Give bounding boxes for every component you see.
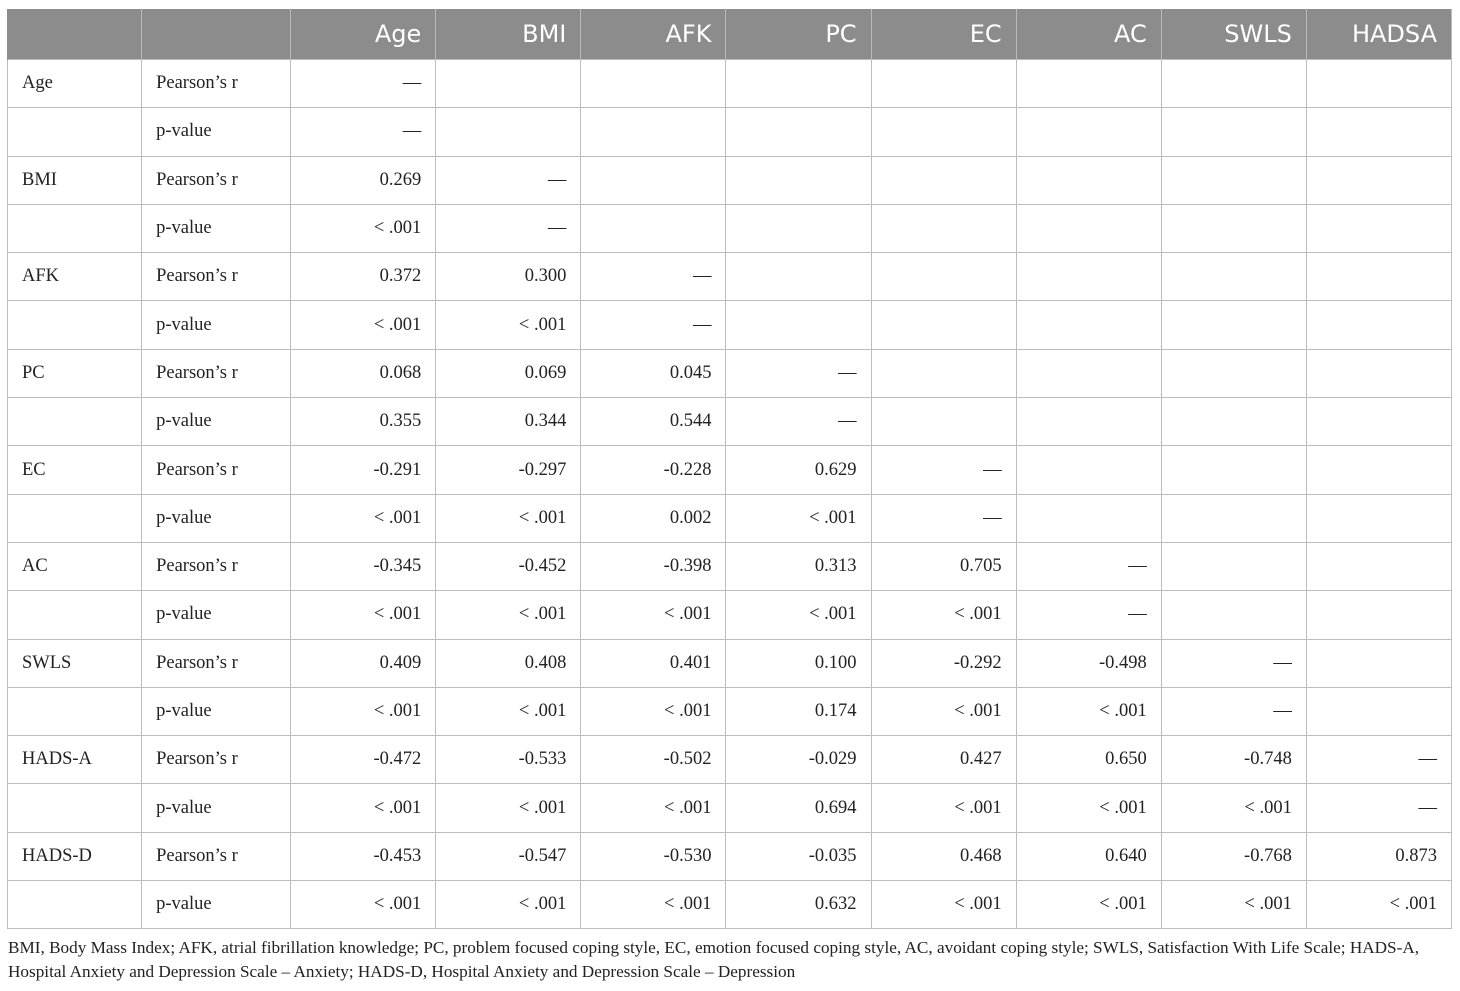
value-cell: — bbox=[1161, 687, 1306, 735]
table-row bbox=[8, 204, 1452, 252]
variable-name-cell: Age bbox=[8, 60, 142, 108]
value-cell: -0.453 bbox=[291, 832, 436, 880]
value-cell: -0.498 bbox=[1016, 639, 1161, 687]
value-cell: < .001 bbox=[726, 494, 871, 542]
value-cell: -0.297 bbox=[436, 446, 581, 494]
value-cell: < .001 bbox=[291, 687, 436, 735]
value-cell: -0.452 bbox=[436, 542, 581, 590]
value-cell: — bbox=[1161, 639, 1306, 687]
value-cell: 0.629 bbox=[726, 446, 871, 494]
value-cell: — bbox=[436, 204, 581, 252]
value-cell bbox=[1161, 108, 1306, 156]
value-cell: 0.355 bbox=[291, 398, 436, 446]
variable-name-cell: PC bbox=[8, 349, 142, 397]
table-row bbox=[8, 446, 1452, 494]
value-cell: 0.344 bbox=[436, 398, 581, 446]
value-cell: -0.345 bbox=[291, 542, 436, 590]
value-cell: -0.768 bbox=[1161, 832, 1306, 880]
value-cell: 0.468 bbox=[871, 832, 1016, 880]
value-cell bbox=[1306, 446, 1451, 494]
value-cell: < .001 bbox=[291, 301, 436, 349]
value-cell: 0.401 bbox=[581, 639, 726, 687]
value-cell: — bbox=[726, 349, 871, 397]
value-cell: -0.530 bbox=[581, 832, 726, 880]
value-cell bbox=[871, 349, 1016, 397]
value-cell bbox=[1161, 349, 1306, 397]
value-cell: < .001 bbox=[1306, 881, 1451, 929]
value-cell bbox=[726, 204, 871, 252]
value-cell: 0.632 bbox=[726, 881, 871, 929]
value-cell: -0.029 bbox=[726, 736, 871, 784]
table-row bbox=[8, 301, 1452, 349]
value-cell: 0.069 bbox=[436, 349, 581, 397]
value-cell bbox=[581, 156, 726, 204]
value-cell bbox=[1016, 349, 1161, 397]
table-row bbox=[8, 591, 1452, 639]
value-cell bbox=[1306, 349, 1451, 397]
value-cell: — bbox=[436, 156, 581, 204]
table-row bbox=[8, 832, 1452, 880]
value-cell bbox=[1161, 204, 1306, 252]
value-cell: — bbox=[1306, 784, 1451, 832]
value-cell: < .001 bbox=[436, 591, 581, 639]
column-header: AFK bbox=[581, 9, 726, 60]
value-cell: < .001 bbox=[291, 881, 436, 929]
correlation-table bbox=[7, 9, 1452, 929]
value-cell: -0.533 bbox=[436, 736, 581, 784]
value-cell: 0.068 bbox=[291, 349, 436, 397]
variable-name-cell bbox=[8, 687, 142, 735]
value-cell: 0.427 bbox=[871, 736, 1016, 784]
statistic-label-cell: p-value bbox=[142, 108, 291, 156]
value-cell: < .001 bbox=[436, 687, 581, 735]
table-row bbox=[8, 736, 1452, 784]
variable-name-cell bbox=[8, 784, 142, 832]
value-cell: -0.547 bbox=[436, 832, 581, 880]
table-row bbox=[8, 60, 1452, 108]
table-row bbox=[8, 349, 1452, 397]
value-cell bbox=[871, 204, 1016, 252]
statistic-label-cell: Pearson’s r bbox=[142, 60, 291, 108]
statistic-label-cell: p-value bbox=[142, 204, 291, 252]
value-cell: — bbox=[291, 60, 436, 108]
variable-name-cell bbox=[8, 204, 142, 252]
value-cell bbox=[1306, 494, 1451, 542]
value-cell: 0.002 bbox=[581, 494, 726, 542]
value-cell bbox=[1306, 591, 1451, 639]
value-cell: — bbox=[871, 494, 1016, 542]
statistic-label-cell: Pearson’s r bbox=[142, 253, 291, 301]
column-header: EC bbox=[871, 9, 1016, 60]
value-cell: < .001 bbox=[1161, 881, 1306, 929]
value-cell: 0.650 bbox=[1016, 736, 1161, 784]
variable-name-cell bbox=[8, 881, 142, 929]
value-cell: < .001 bbox=[291, 591, 436, 639]
table-footnote: BMI, Body Mass Index; AFK, atrial fibrillation knowledge; PC, problem focused coping style, EC, emotion focused coping style, AC, avoidant coping style; SWLS, Satisfaction With Life Scale; HADS-A, Hospital Anxiety and Depression Scale – Anxiety; HADS-D, Hospital Anxiety and Depression Scale – Depression bbox=[8, 938, 1420, 981]
variable-name-cell: AFK bbox=[8, 253, 142, 301]
value-cell: 0.100 bbox=[726, 639, 871, 687]
value-cell bbox=[726, 108, 871, 156]
column-header bbox=[142, 9, 291, 60]
variable-name-cell: SWLS bbox=[8, 639, 142, 687]
value-cell bbox=[1016, 204, 1161, 252]
value-cell: < .001 bbox=[871, 687, 1016, 735]
statistic-label-cell: Pearson’s r bbox=[142, 542, 291, 590]
variable-name-cell: AC bbox=[8, 542, 142, 590]
statistic-label-cell: p-value bbox=[142, 301, 291, 349]
value-cell bbox=[871, 156, 1016, 204]
value-cell bbox=[871, 301, 1016, 349]
value-cell bbox=[871, 398, 1016, 446]
value-cell bbox=[1016, 446, 1161, 494]
value-cell: 0.300 bbox=[436, 253, 581, 301]
value-cell bbox=[1016, 301, 1161, 349]
column-header: PC bbox=[726, 9, 871, 60]
value-cell bbox=[726, 301, 871, 349]
value-cell bbox=[1306, 253, 1451, 301]
value-cell bbox=[581, 204, 726, 252]
value-cell bbox=[726, 156, 871, 204]
value-cell: 0.873 bbox=[1306, 832, 1451, 880]
value-cell: < .001 bbox=[291, 494, 436, 542]
variable-name-cell bbox=[8, 301, 142, 349]
statistic-label-cell: p-value bbox=[142, 591, 291, 639]
value-cell: 0.544 bbox=[581, 398, 726, 446]
statistic-label-cell: Pearson’s r bbox=[142, 639, 291, 687]
table-header-row bbox=[8, 9, 1452, 60]
value-cell bbox=[1161, 60, 1306, 108]
variable-name-cell bbox=[8, 494, 142, 542]
value-cell bbox=[1161, 494, 1306, 542]
value-cell: < .001 bbox=[871, 784, 1016, 832]
variable-name-cell: HADS-D bbox=[8, 832, 142, 880]
value-cell bbox=[871, 108, 1016, 156]
statistic-label-cell: p-value bbox=[142, 881, 291, 929]
table-row bbox=[8, 687, 1452, 735]
variable-name-cell bbox=[8, 398, 142, 446]
value-cell: -0.748 bbox=[1161, 736, 1306, 784]
value-cell: < .001 bbox=[291, 784, 436, 832]
value-cell: -0.035 bbox=[726, 832, 871, 880]
value-cell: — bbox=[1306, 736, 1451, 784]
value-cell: < .001 bbox=[436, 494, 581, 542]
value-cell: 0.045 bbox=[581, 349, 726, 397]
column-header: AC bbox=[1016, 9, 1161, 60]
table-row bbox=[8, 881, 1452, 929]
value-cell bbox=[871, 60, 1016, 108]
value-cell bbox=[436, 60, 581, 108]
value-cell: 0.174 bbox=[726, 687, 871, 735]
value-cell: < .001 bbox=[436, 784, 581, 832]
variable-name-cell bbox=[8, 108, 142, 156]
value-cell bbox=[1306, 398, 1451, 446]
value-cell: — bbox=[581, 301, 726, 349]
value-cell bbox=[1016, 108, 1161, 156]
value-cell: 0.269 bbox=[291, 156, 436, 204]
statistic-label-cell: p-value bbox=[142, 494, 291, 542]
value-cell: < .001 bbox=[581, 591, 726, 639]
value-cell: < .001 bbox=[291, 204, 436, 252]
statistic-label-cell: Pearson’s r bbox=[142, 156, 291, 204]
value-cell bbox=[1306, 60, 1451, 108]
value-cell: — bbox=[1016, 591, 1161, 639]
value-cell bbox=[1016, 156, 1161, 204]
statistic-label-cell: Pearson’s r bbox=[142, 349, 291, 397]
value-cell bbox=[1306, 542, 1451, 590]
value-cell: 0.313 bbox=[726, 542, 871, 590]
value-cell: 0.372 bbox=[291, 253, 436, 301]
value-cell bbox=[1306, 108, 1451, 156]
variable-name-cell: EC bbox=[8, 446, 142, 494]
value-cell: — bbox=[581, 253, 726, 301]
value-cell bbox=[1306, 687, 1451, 735]
table-row bbox=[8, 784, 1452, 832]
statistic-label-cell: Pearson’s r bbox=[142, 446, 291, 494]
value-cell bbox=[1306, 204, 1451, 252]
value-cell: 0.409 bbox=[291, 639, 436, 687]
value-cell: 0.705 bbox=[871, 542, 1016, 590]
value-cell: < .001 bbox=[1016, 784, 1161, 832]
value-cell: -0.398 bbox=[581, 542, 726, 590]
value-cell bbox=[1016, 398, 1161, 446]
value-cell: < .001 bbox=[1016, 881, 1161, 929]
statistic-label-cell: p-value bbox=[142, 687, 291, 735]
value-cell bbox=[1306, 156, 1451, 204]
table-row bbox=[8, 253, 1452, 301]
column-header bbox=[8, 9, 142, 60]
correlation-table-container bbox=[7, 9, 1452, 929]
statistic-label-cell: Pearson’s r bbox=[142, 832, 291, 880]
value-cell bbox=[871, 253, 1016, 301]
value-cell: — bbox=[291, 108, 436, 156]
value-cell: 0.408 bbox=[436, 639, 581, 687]
table-row bbox=[8, 639, 1452, 687]
value-cell: — bbox=[871, 446, 1016, 494]
value-cell bbox=[1161, 301, 1306, 349]
value-cell bbox=[1161, 156, 1306, 204]
value-cell: 0.640 bbox=[1016, 832, 1161, 880]
value-cell: — bbox=[726, 398, 871, 446]
value-cell bbox=[1016, 494, 1161, 542]
value-cell bbox=[581, 108, 726, 156]
column-header: SWLS bbox=[1161, 9, 1306, 60]
value-cell: -0.228 bbox=[581, 446, 726, 494]
table-row bbox=[8, 494, 1452, 542]
column-header: BMI bbox=[436, 9, 581, 60]
value-cell: 0.694 bbox=[726, 784, 871, 832]
column-header: HADSA bbox=[1306, 9, 1451, 60]
value-cell: < .001 bbox=[871, 591, 1016, 639]
value-cell bbox=[581, 60, 726, 108]
value-cell bbox=[726, 60, 871, 108]
value-cell bbox=[436, 108, 581, 156]
statistic-label-cell: p-value bbox=[142, 784, 291, 832]
table-row bbox=[8, 156, 1452, 204]
value-cell: < .001 bbox=[581, 784, 726, 832]
value-cell: < .001 bbox=[1016, 687, 1161, 735]
value-cell bbox=[1161, 398, 1306, 446]
value-cell: — bbox=[1016, 542, 1161, 590]
table-row bbox=[8, 108, 1452, 156]
value-cell: < .001 bbox=[436, 301, 581, 349]
value-cell bbox=[1306, 639, 1451, 687]
statistic-label-cell: Pearson’s r bbox=[142, 736, 291, 784]
value-cell bbox=[1161, 591, 1306, 639]
value-cell: -0.291 bbox=[291, 446, 436, 494]
value-cell bbox=[1161, 253, 1306, 301]
value-cell bbox=[1016, 60, 1161, 108]
value-cell bbox=[1161, 446, 1306, 494]
variable-name-cell: HADS-A bbox=[8, 736, 142, 784]
value-cell: < .001 bbox=[726, 591, 871, 639]
value-cell: < .001 bbox=[1161, 784, 1306, 832]
value-cell bbox=[1306, 301, 1451, 349]
value-cell: -0.292 bbox=[871, 639, 1016, 687]
column-header: Age bbox=[291, 9, 436, 60]
value-cell bbox=[1161, 542, 1306, 590]
value-cell: -0.472 bbox=[291, 736, 436, 784]
variable-name-cell: BMI bbox=[8, 156, 142, 204]
value-cell bbox=[1016, 253, 1161, 301]
table-row bbox=[8, 542, 1452, 590]
value-cell bbox=[726, 253, 871, 301]
statistic-label-cell: p-value bbox=[142, 398, 291, 446]
table-body bbox=[8, 60, 1452, 929]
variable-name-cell bbox=[8, 591, 142, 639]
value-cell: < .001 bbox=[581, 687, 726, 735]
table-row bbox=[8, 398, 1452, 446]
value-cell: < .001 bbox=[871, 881, 1016, 929]
value-cell: < .001 bbox=[436, 881, 581, 929]
value-cell: < .001 bbox=[581, 881, 726, 929]
value-cell: -0.502 bbox=[581, 736, 726, 784]
